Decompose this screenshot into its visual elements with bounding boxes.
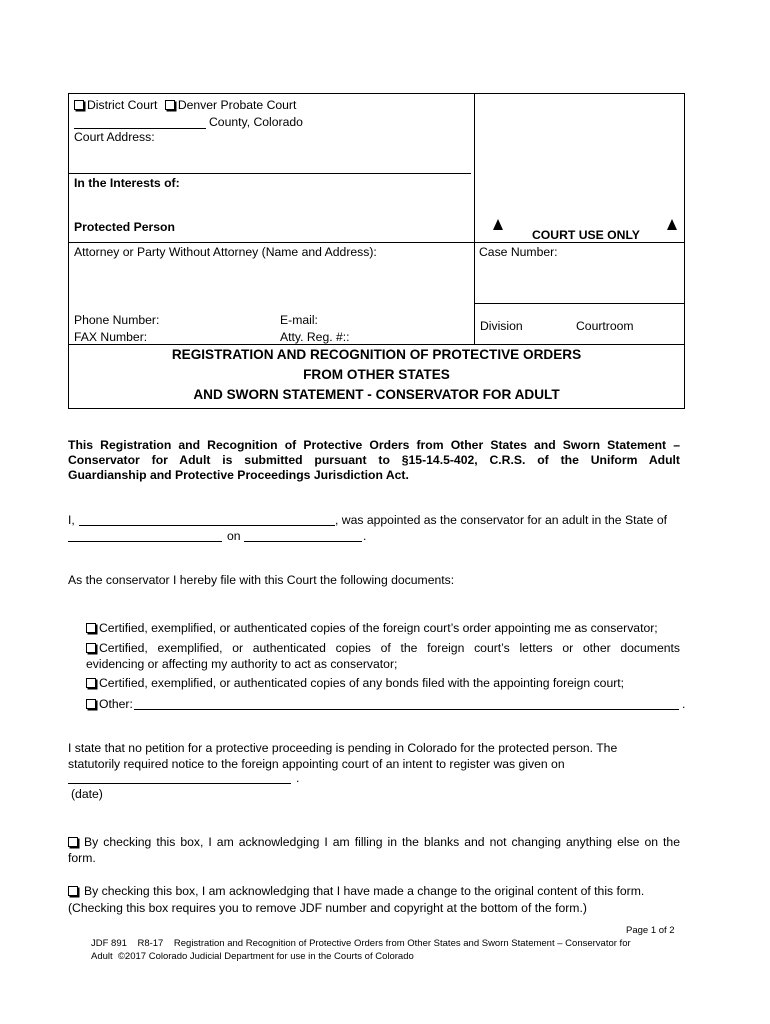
form-title-line1: REGISTRATION AND RECOGNITION OF PROTECTIVE ORDERS bbox=[171, 347, 582, 362]
was-appointed-text: , was appointed as the conservator for an adult in the State of bbox=[335, 513, 667, 527]
email-label: E-mail: bbox=[280, 313, 318, 327]
court-use-only-label: COURT USE ONLY bbox=[532, 228, 640, 242]
document-item-4 bbox=[86, 697, 133, 711]
intro-line1: This Registration and Recognition of Protective Orders from Other States and Sworn Statement – bbox=[68, 438, 680, 452]
documents-lead: As the conservator I hereby file with this Court the following documents: bbox=[68, 573, 455, 587]
caption-divider-division bbox=[474, 303, 685, 304]
other-label: Other: bbox=[99, 697, 133, 711]
up-triangle-left-icon bbox=[493, 219, 503, 230]
protected-person-label: Protected Person bbox=[74, 220, 175, 234]
notice-period: . bbox=[296, 771, 300, 785]
acknowledge-b-line1: By checking this box, I am acknowledging that I have made a change to the original content of this form. bbox=[84, 884, 645, 898]
district-court-label: District Court bbox=[87, 98, 158, 112]
form-title-line3: AND SWORN STATEMENT - CONSERVATOR FOR ADULT bbox=[193, 387, 560, 402]
denver-probate-checkbox[interactable] bbox=[165, 100, 175, 110]
other-period: . bbox=[682, 697, 686, 711]
bonds-copies-checkbox[interactable] bbox=[86, 678, 96, 688]
acknowledge-changed-checkbox[interactable] bbox=[68, 886, 78, 896]
interests-of-label: In the Interests of: bbox=[74, 176, 180, 190]
bonds-copies-label: Certified, exemplified, or authenticated copies of any bonds filed with the appointing foreign court; bbox=[99, 676, 625, 690]
letters-copies-label: Certified, exemplified, or authenticated copies of the foreign court’s letters or other documents bbox=[99, 641, 680, 655]
document-item-2 bbox=[86, 641, 680, 655]
document-item-3 bbox=[86, 676, 624, 690]
acknowledge-no-change-checkbox[interactable] bbox=[68, 837, 78, 847]
court-options bbox=[74, 98, 296, 112]
court-address-label: Court Address: bbox=[74, 130, 155, 144]
footer-line1: JDF 891 R8-17 Registration and Recognition of Protective Orders from Other States and Sworn Statement – Conservator for bbox=[91, 938, 631, 949]
document-item-1 bbox=[86, 621, 658, 635]
acknowledge-a bbox=[68, 835, 680, 849]
on-text: on bbox=[227, 529, 241, 543]
acknowledge-b bbox=[68, 884, 644, 898]
up-triangle-right-icon bbox=[667, 219, 677, 230]
conservator-name-blank[interactable] bbox=[79, 525, 335, 526]
footer-line2: Adult ©2017 Colorado Judicial Department for use in the Courts of Colorado bbox=[91, 951, 414, 962]
appointment-i: I, bbox=[68, 513, 75, 527]
letters-copies-checkbox[interactable] bbox=[86, 643, 96, 653]
courtroom-label: Courtroom bbox=[576, 319, 634, 333]
notice-date-blank[interactable] bbox=[68, 783, 291, 784]
district-court-checkbox[interactable] bbox=[74, 100, 84, 110]
appointment-period: . bbox=[363, 529, 367, 543]
other-blank[interactable] bbox=[134, 709, 679, 710]
interests-line[interactable] bbox=[68, 173, 471, 174]
statement-line1: I state that no petition for a protective proceeding is pending in Colorado for the protected person. The bbox=[68, 741, 618, 755]
phone-label: Phone Number: bbox=[74, 313, 160, 327]
document-item-2-cont: evidencing or affecting my authority to act as conservator; bbox=[86, 657, 398, 671]
division-label: Division bbox=[480, 319, 523, 333]
page-number: Page 1 of 2 bbox=[626, 925, 675, 936]
case-number-label: Case Number: bbox=[479, 245, 558, 259]
form-title-line2: FROM OTHER STATES bbox=[303, 367, 450, 382]
attorney-label: Attorney or Party Without Attorney (Name and Address): bbox=[74, 245, 377, 259]
denver-probate-label: Denver Probate Court bbox=[177, 98, 297, 112]
caption-divider-vertical bbox=[474, 93, 475, 344]
date-label: (date) bbox=[71, 787, 103, 801]
order-copies-label: Certified, exemplified, or authenticated copies of the foreign court’s order appointing me as conservator; bbox=[99, 621, 658, 635]
atty-reg-label: Atty. Reg. #:: bbox=[280, 330, 350, 344]
fax-label: FAX Number: bbox=[74, 330, 148, 344]
acknowledge-b-line2: (Checking this box requires you to remove JDF number and copyright at the bottom of the form.) bbox=[68, 901, 587, 915]
acknowledge-a-line2: form. bbox=[68, 851, 96, 865]
statement-line2: statutorily required notice to the foreign appointing court of an intent to register was given on bbox=[68, 757, 565, 771]
intro-line3: Guardianship and Protective Proceedings Jurisdiction Act. bbox=[68, 468, 409, 482]
county-blank[interactable] bbox=[74, 128, 206, 129]
appointment-date-blank[interactable] bbox=[244, 541, 362, 542]
caption-divider-title bbox=[68, 344, 685, 345]
acknowledge-a-line1: By checking this box, I am acknowledging I am filling in the blanks and not changing anything else on the bbox=[84, 835, 680, 849]
intro-line2: Conservator for Adult is submitted pursuant to §15-14.5-402, C.R.S. of the Uniform Adult bbox=[68, 453, 680, 467]
other-checkbox[interactable] bbox=[86, 699, 96, 709]
state-blank[interactable] bbox=[68, 541, 222, 542]
order-copies-checkbox[interactable] bbox=[86, 623, 96, 633]
caption-divider-attorney bbox=[68, 242, 685, 243]
county-label: County, Colorado bbox=[209, 115, 303, 129]
